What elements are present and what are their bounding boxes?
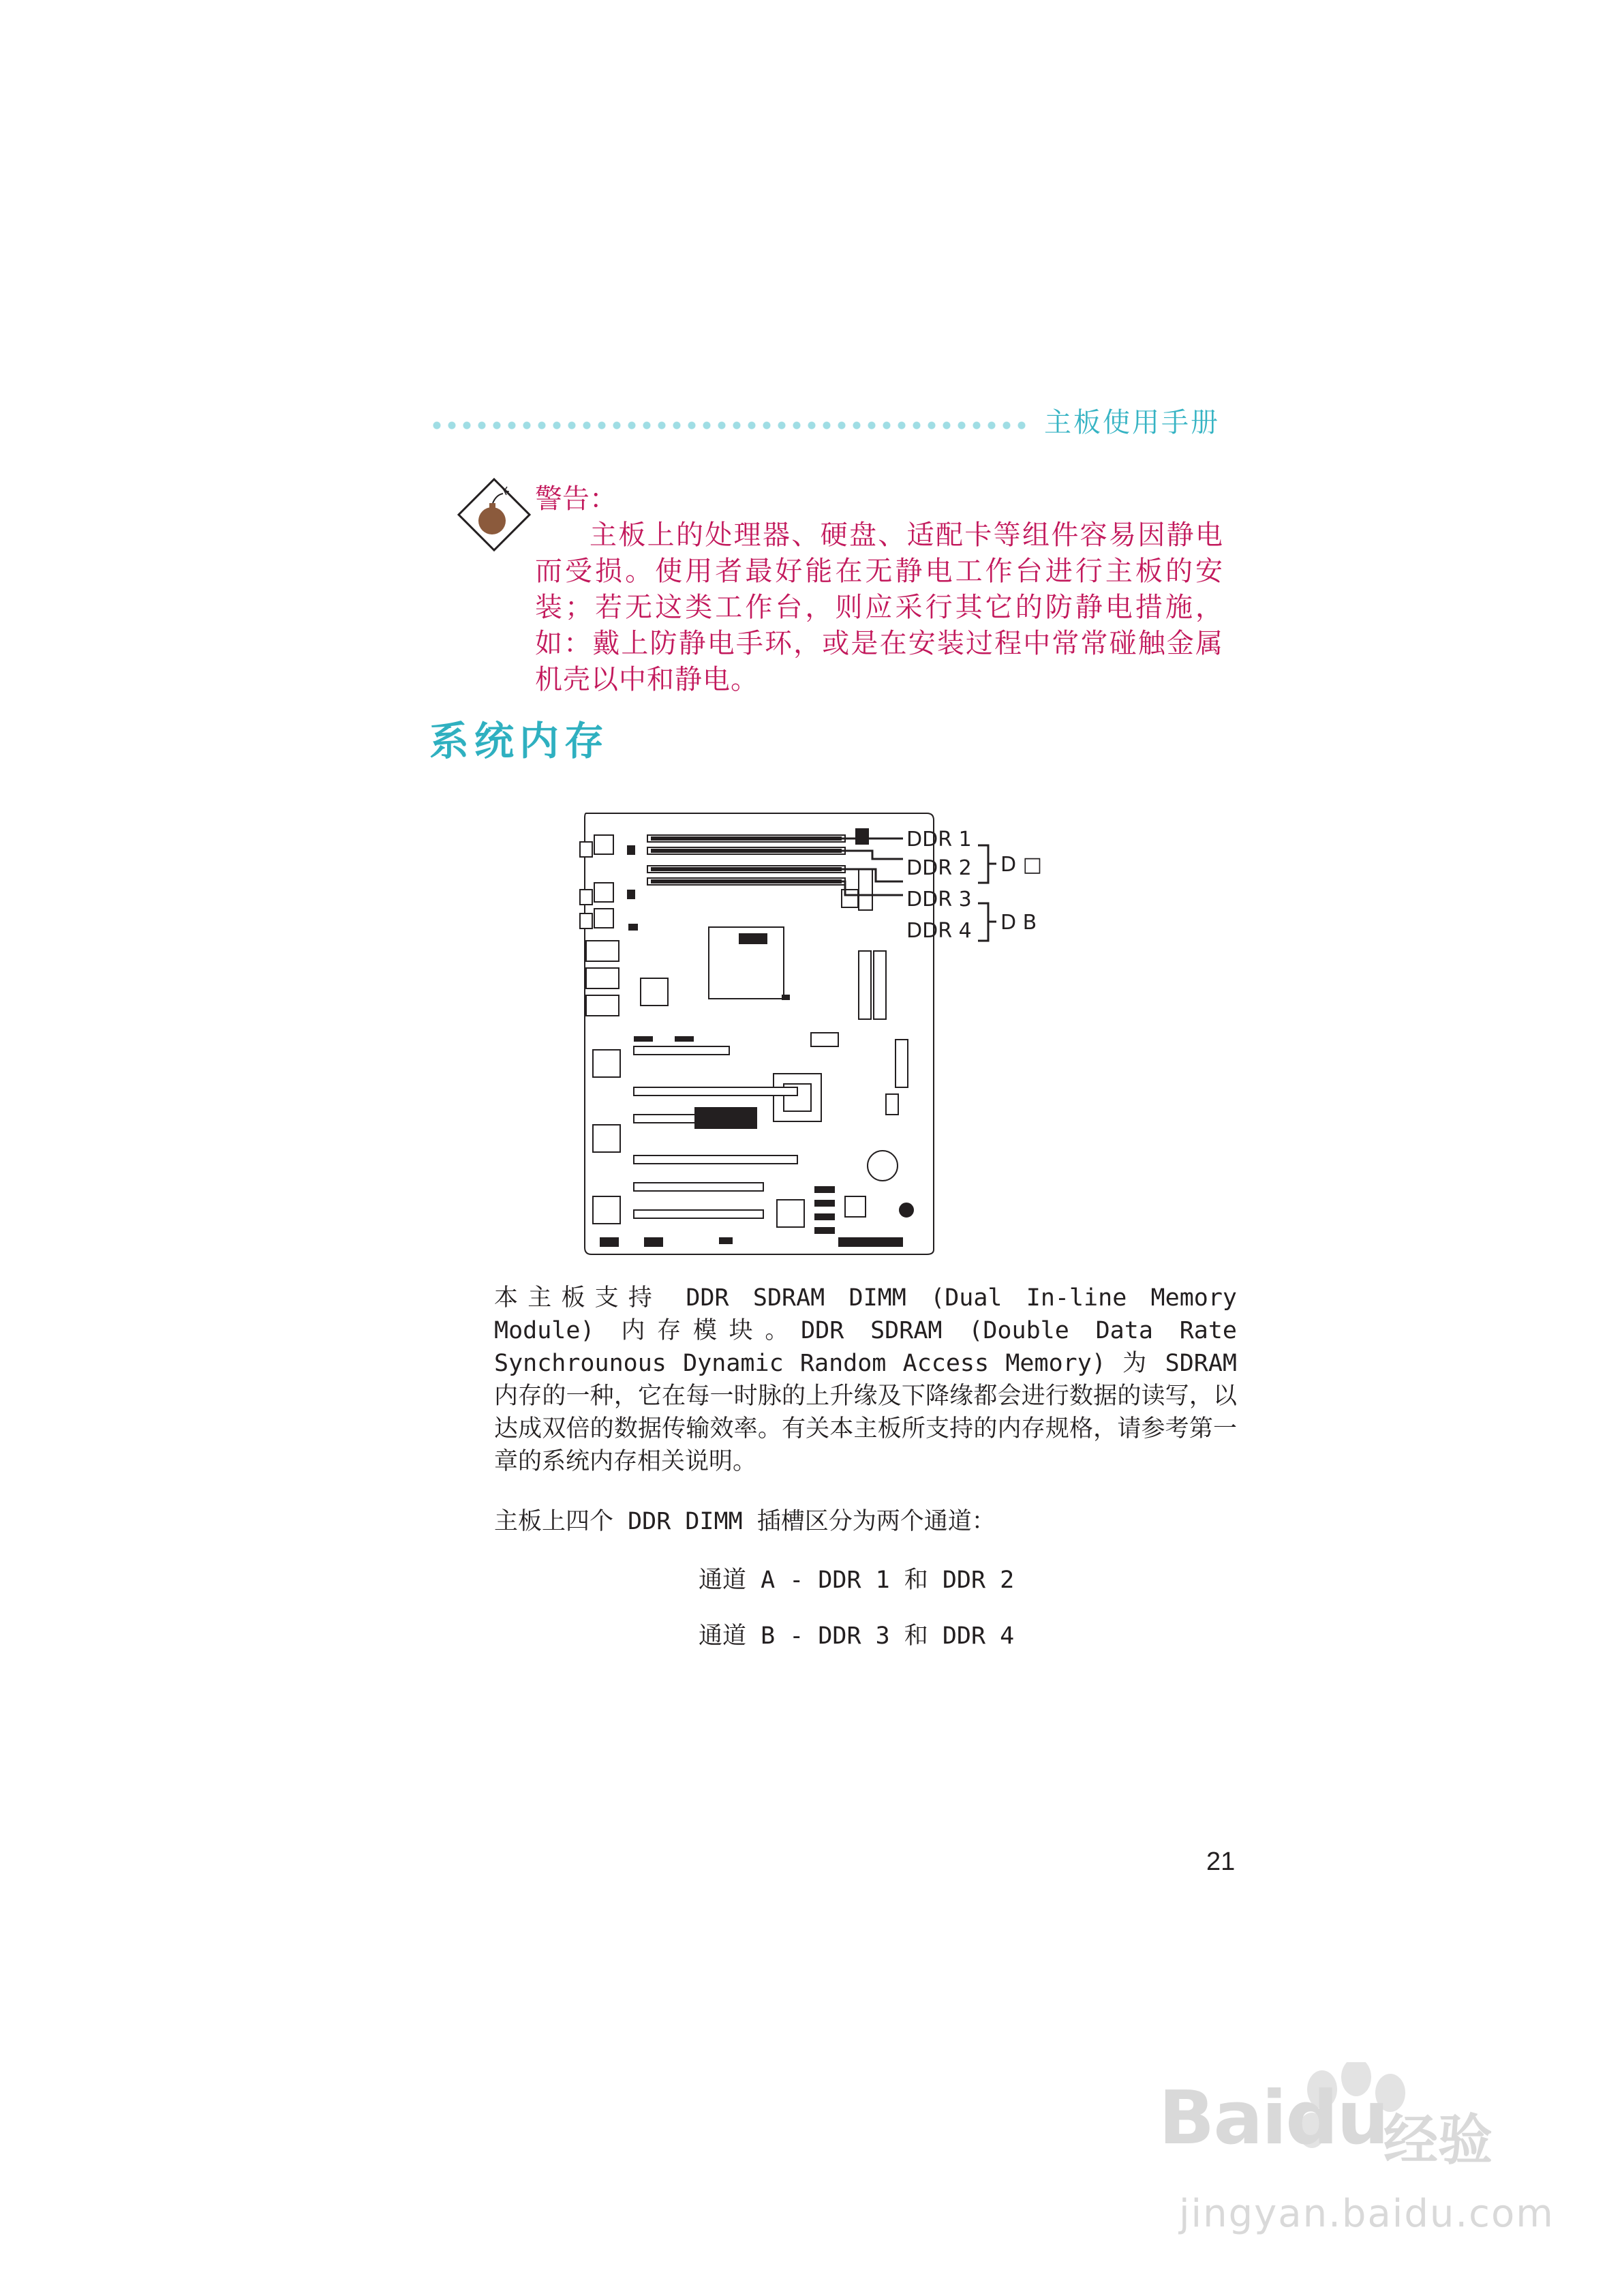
warning-text: 主板上的处理器、硬盘、适配卡等组件容易因静电而受损。使用者最好能在无静电工作台进行主板的安装；若无这类工作台，则应采行其它的防静电措施，如：戴上防静电手环，或是在安装过程中常常碰触金属机壳以中和静电。 (535, 519, 1223, 695)
dimm-slots (647, 835, 845, 885)
header-dot-rule (429, 421, 1029, 429)
channel-a-line: 通道 A - DDR 1 和 DDR 2 (699, 1567, 1015, 1594)
watermark-sub: 经验 (1383, 2109, 1493, 2172)
channel-b-label: D B (1000, 911, 1037, 935)
paragraph-channels-intro: 主板上四个 DDR DIMM 插槽区分为两个通道： (494, 1508, 996, 1535)
channel-a-label: D □ (1000, 853, 1042, 877)
watermark-url: jingyan.baidu.com (1179, 2192, 1555, 2236)
baidu-watermark (1159, 2062, 1595, 2267)
motherboard-diagram (579, 808, 1159, 1258)
channel-b-line: 通道 B - DDR 3 和 DDR 4 (699, 1622, 1015, 1650)
section-title: 系统内存 (429, 718, 610, 764)
warning-label: 警告： (535, 483, 617, 515)
warning-bomb-icon (457, 477, 532, 552)
channel-b-bracket (978, 903, 988, 941)
manual-title: 主板使用手册 (1044, 407, 1220, 438)
ddr3-label: DDR 3 (906, 888, 972, 911)
page-number: 21 (1206, 1847, 1236, 1876)
ddr4-label: DDR 4 (906, 919, 972, 943)
ddr2-label: DDR 2 (906, 856, 972, 880)
page-header (429, 401, 1220, 438)
paragraph-memory-support: 本主板支持 DDR SDRAM DIMM (Dual In-line Memory Module) 内存模块。DDR SDRAM (Double Data Rate Synchrounous Dynamic Random Access Memory) 为 SDRAM 内存的一种，它在每一时脉的上升缘及下降缘都会进行数据的读写，以达成双倍的数据传输效率。有关本主板所支持的内存规格，请参考第一章的系统内存相关说明。 (494, 1284, 1237, 1475)
ddr1-label: DDR 1 (906, 828, 972, 851)
watermark-brand: Baidu (1159, 2076, 1388, 2161)
channel-a-bracket (978, 845, 988, 883)
warning-block (535, 481, 1223, 698)
ddr2-leader (842, 851, 903, 859)
